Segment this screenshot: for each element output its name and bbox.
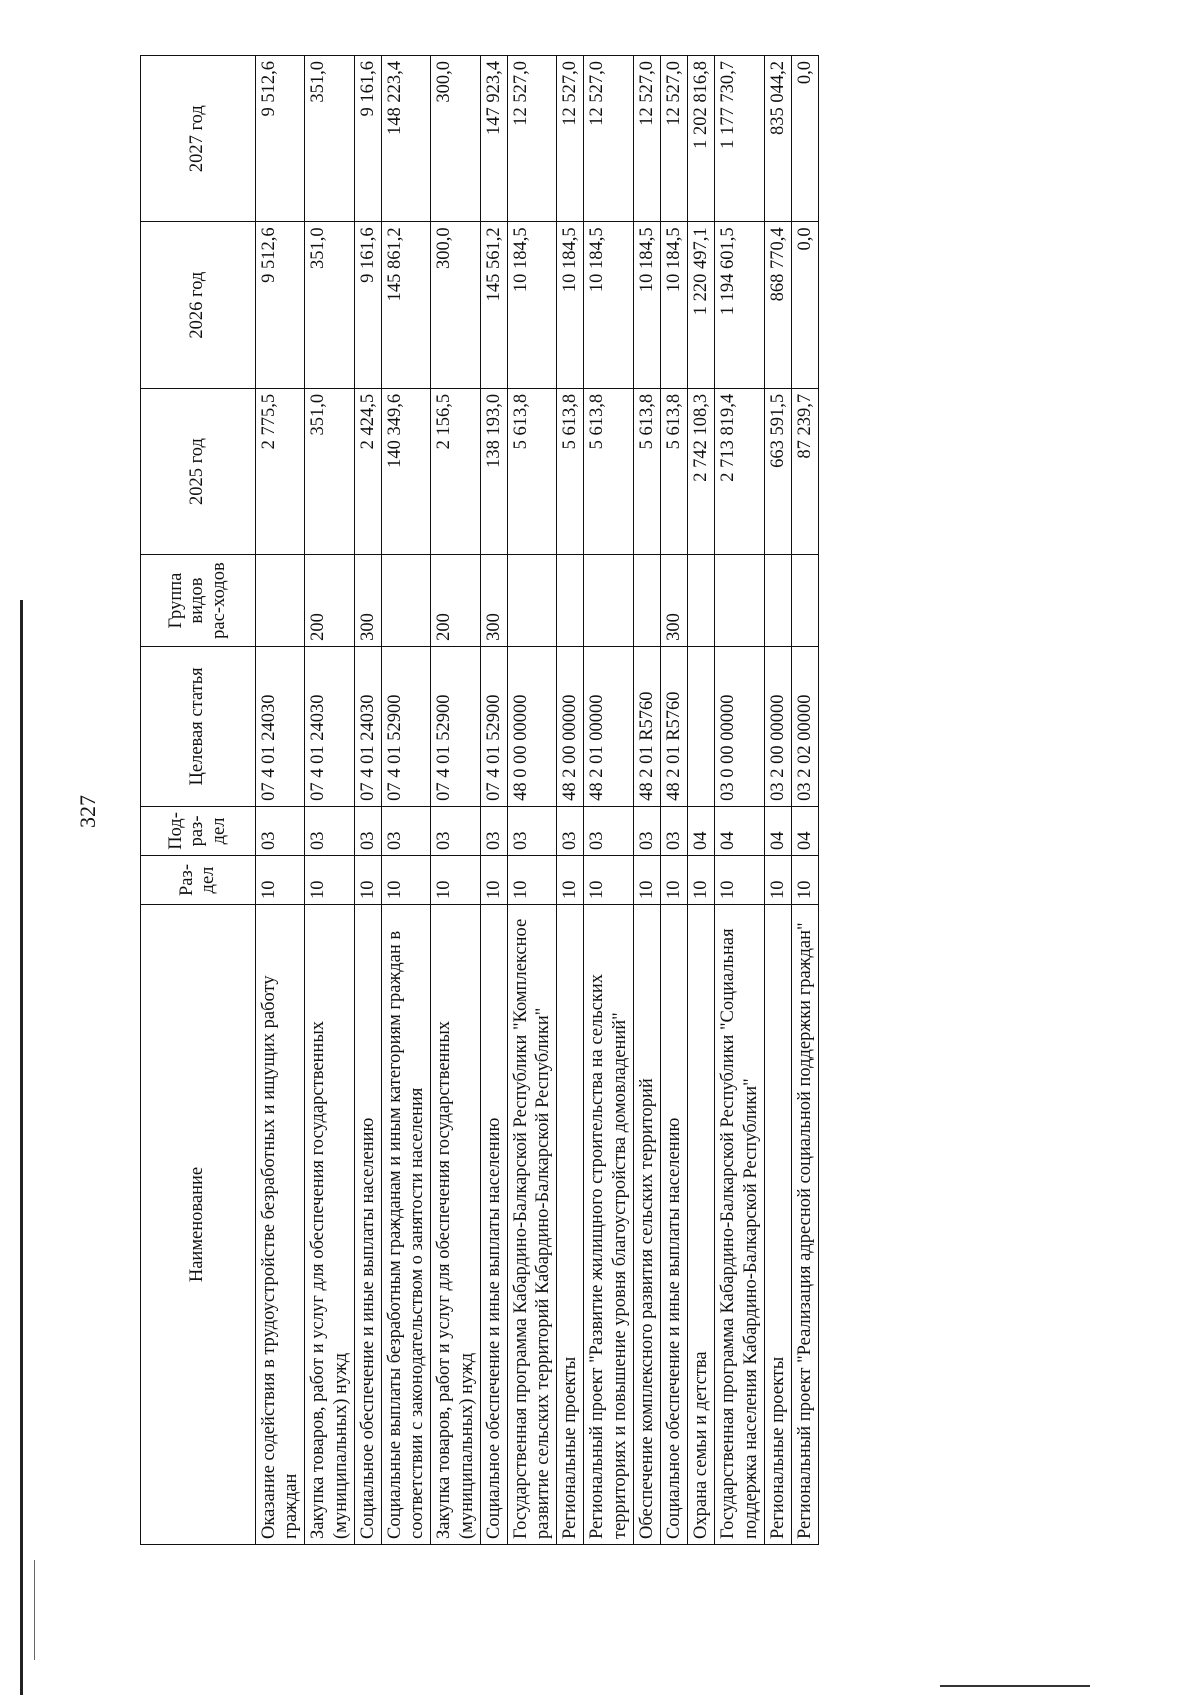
table-row bbox=[688, 56, 715, 1545]
row-razdel: 10 bbox=[584, 855, 633, 904]
row-2027: 12 527,0 bbox=[507, 56, 556, 222]
row-podrazdel: 03 bbox=[354, 806, 381, 855]
row-name: Региональные проекты bbox=[764, 905, 791, 1545]
row-target-article: 48 2 01 R5760 bbox=[661, 646, 688, 806]
table-row bbox=[791, 56, 818, 1545]
table-body bbox=[256, 56, 819, 1545]
row-razdel: 10 bbox=[431, 855, 480, 904]
row-name: Социальное обеспечение и иные выплаты населению bbox=[354, 905, 381, 1545]
row-target-article: 07 4 01 52900 bbox=[431, 646, 480, 806]
row-expense-group bbox=[715, 555, 764, 647]
row-2027: 300,0 bbox=[431, 56, 480, 222]
row-2027: 1 177 730,7 bbox=[715, 56, 764, 222]
row-2025: 2 775,5 bbox=[256, 388, 305, 554]
row-2026: 9 512,6 bbox=[256, 222, 305, 388]
row-razdel: 10 bbox=[633, 855, 660, 904]
row-razdel: 10 bbox=[507, 855, 556, 904]
row-2026: 300,0 bbox=[431, 222, 480, 388]
row-target-article: 48 2 00 00000 bbox=[557, 646, 584, 806]
scan-footer-line bbox=[940, 1685, 1090, 1687]
row-podrazdel: 04 bbox=[764, 806, 791, 855]
table-row bbox=[256, 56, 305, 1545]
table-row bbox=[480, 56, 507, 1545]
row-2026: 1 220 497,1 bbox=[688, 222, 715, 388]
row-2027: 12 527,0 bbox=[633, 56, 660, 222]
row-name: Региональные проекты bbox=[557, 905, 584, 1545]
row-razdel: 10 bbox=[688, 855, 715, 904]
row-target-article: 03 2 02 00000 bbox=[791, 646, 818, 806]
row-podrazdel: 04 bbox=[715, 806, 764, 855]
row-expense-group bbox=[584, 555, 633, 647]
row-name: Социальное обеспечение и иные выплаты населению bbox=[661, 905, 688, 1545]
row-razdel: 10 bbox=[764, 855, 791, 904]
table-row bbox=[633, 56, 660, 1545]
row-expense-group bbox=[688, 555, 715, 647]
row-2027: 147 923,4 bbox=[480, 56, 507, 222]
row-expense-group: 200 bbox=[431, 555, 480, 647]
row-target-article: 07 4 01 24030 bbox=[305, 646, 354, 806]
row-2025: 5 613,8 bbox=[661, 388, 688, 554]
scan-edge-line bbox=[34, 1560, 35, 1660]
table-row bbox=[354, 56, 381, 1545]
row-2025: 351,0 bbox=[305, 388, 354, 554]
row-2027: 148 223,4 bbox=[381, 56, 430, 222]
row-target-article: 07 4 01 52900 bbox=[381, 646, 430, 806]
row-target-article: 03 0 00 00000 bbox=[715, 646, 764, 806]
row-target-article: 48 2 01 00000 bbox=[584, 646, 633, 806]
row-2027: 835 044,2 bbox=[764, 56, 791, 222]
row-2025: 138 193,0 bbox=[480, 388, 507, 554]
row-expense-group bbox=[764, 555, 791, 647]
row-podrazdel: 03 bbox=[633, 806, 660, 855]
row-2026: 351,0 bbox=[305, 222, 354, 388]
row-2025: 5 613,8 bbox=[557, 388, 584, 554]
row-podrazdel: 03 bbox=[381, 806, 430, 855]
row-2027: 1 202 816,8 bbox=[688, 56, 715, 222]
scan-edge-line bbox=[20, 600, 23, 1695]
row-name: Социальные выплаты безработным гражданам и иным категориям граждан в соответствии с законодательством о занятости населения bbox=[381, 905, 430, 1545]
table-row bbox=[584, 56, 633, 1545]
row-2025: 2 713 819,4 bbox=[715, 388, 764, 554]
row-2025: 5 613,8 bbox=[507, 388, 556, 554]
row-expense-group: 300 bbox=[354, 555, 381, 647]
row-2027: 0,0 bbox=[791, 56, 818, 222]
row-razdel: 10 bbox=[305, 855, 354, 904]
budget-table bbox=[140, 55, 819, 1545]
row-podrazdel: 03 bbox=[256, 806, 305, 855]
row-name: Государственная программа Кабардино-Балкарской Республики "Социальная поддержка населения Кабардино-Балкарской Республики" bbox=[715, 905, 764, 1545]
row-2025: 5 613,8 bbox=[633, 388, 660, 554]
row-name: Обеспечение комплексного развития сельских территорий bbox=[633, 905, 660, 1545]
header-2025: 2025 год bbox=[141, 388, 256, 554]
row-2026: 868 770,4 bbox=[764, 222, 791, 388]
row-2025: 5 613,8 bbox=[584, 388, 633, 554]
row-razdel: 10 bbox=[661, 855, 688, 904]
row-target-article: 07 4 01 24030 bbox=[256, 646, 305, 806]
row-expense-group bbox=[507, 555, 556, 647]
row-podrazdel: 03 bbox=[507, 806, 556, 855]
row-razdel: 10 bbox=[480, 855, 507, 904]
row-expense-group: 200 bbox=[305, 555, 354, 647]
row-2027: 12 527,0 bbox=[584, 56, 633, 222]
row-2025: 87 239,7 bbox=[791, 388, 818, 554]
row-2025: 140 349,6 bbox=[381, 388, 430, 554]
row-razdel: 10 bbox=[715, 855, 764, 904]
header-name: Наименование bbox=[141, 905, 256, 1545]
row-expense-group bbox=[633, 555, 660, 647]
row-expense-group bbox=[791, 555, 818, 647]
table-row bbox=[381, 56, 430, 1545]
table-row bbox=[507, 56, 556, 1545]
header-razdel: Раз-дел bbox=[141, 855, 256, 904]
row-razdel: 10 bbox=[381, 855, 430, 904]
header-podrazdel: Под-раз-дел bbox=[141, 806, 256, 855]
table-row bbox=[305, 56, 354, 1545]
row-2026: 9 161,6 bbox=[354, 222, 381, 388]
row-2027: 12 527,0 bbox=[557, 56, 584, 222]
table-header-row bbox=[141, 56, 256, 1545]
row-name: Социальное обеспечение и иные выплаты населению bbox=[480, 905, 507, 1545]
row-name: Закупка товаров, работ и услуг для обеспечения государственных (муниципальных) нужд bbox=[305, 905, 354, 1545]
row-2025: 663 591,5 bbox=[764, 388, 791, 554]
table-row bbox=[431, 56, 480, 1545]
budget-table-sheet bbox=[140, 55, 1080, 1545]
table-row bbox=[661, 56, 688, 1545]
row-name: Региональный проект "Реализация адресной социальной поддержки граждан" bbox=[791, 905, 818, 1545]
row-expense-group: 300 bbox=[661, 555, 688, 647]
row-2025: 2 424,5 bbox=[354, 388, 381, 554]
row-podrazdel: 03 bbox=[305, 806, 354, 855]
row-2026: 10 184,5 bbox=[507, 222, 556, 388]
row-razdel: 10 bbox=[791, 855, 818, 904]
row-2026: 10 184,5 bbox=[584, 222, 633, 388]
row-2025: 2 156,5 bbox=[431, 388, 480, 554]
row-podrazdel: 04 bbox=[791, 806, 818, 855]
header-expense-group: Группа видов рас-ходов bbox=[141, 555, 256, 647]
row-2026: 145 561,2 bbox=[480, 222, 507, 388]
row-razdel: 10 bbox=[557, 855, 584, 904]
row-podrazdel: 03 bbox=[557, 806, 584, 855]
row-2025: 2 742 108,3 bbox=[688, 388, 715, 554]
row-expense-group: 300 bbox=[480, 555, 507, 647]
table-row bbox=[715, 56, 764, 1545]
row-podrazdel: 03 bbox=[431, 806, 480, 855]
row-target-article: 48 0 00 00000 bbox=[507, 646, 556, 806]
row-razdel: 10 bbox=[354, 855, 381, 904]
row-2027: 9 512,6 bbox=[256, 56, 305, 222]
row-expense-group bbox=[381, 555, 430, 647]
row-target-article: 48 2 01 R5760 bbox=[633, 646, 660, 806]
row-name: Региональный проект "Развитие жилищного строительства на сельских территориях и повышение уровня благоустройства домовладений" bbox=[584, 905, 633, 1545]
row-target-article: 03 2 00 00000 bbox=[764, 646, 791, 806]
header-2026: 2026 год bbox=[141, 222, 256, 388]
row-name: Охрана семьи и детства bbox=[688, 905, 715, 1545]
row-expense-group bbox=[557, 555, 584, 647]
row-2026: 0,0 bbox=[791, 222, 818, 388]
row-target-article: 07 4 01 52900 bbox=[480, 646, 507, 806]
row-2027: 9 161,6 bbox=[354, 56, 381, 222]
row-2026: 10 184,5 bbox=[633, 222, 660, 388]
row-name: Оказание содействия в трудоустройстве безработных и ищущих работу граждан bbox=[256, 905, 305, 1545]
row-2027: 351,0 bbox=[305, 56, 354, 222]
row-podrazdel: 04 bbox=[688, 806, 715, 855]
row-2027: 12 527,0 bbox=[661, 56, 688, 222]
row-target-article bbox=[688, 646, 715, 806]
header-2027: 2027 год bbox=[141, 56, 256, 222]
row-2026: 10 184,5 bbox=[661, 222, 688, 388]
row-name: Государственная программа Кабардино-Балкарской Республики "Комплексное развитие сельских территорий Кабардино-Балкарской Республики" bbox=[507, 905, 556, 1545]
row-2026: 10 184,5 bbox=[557, 222, 584, 388]
header-target-article: Целевая статья bbox=[141, 646, 256, 806]
row-name: Закупка товаров, работ и услуг для обеспечения государственных (муниципальных) нужд bbox=[431, 905, 480, 1545]
row-podrazdel: 03 bbox=[480, 806, 507, 855]
table-row bbox=[557, 56, 584, 1545]
row-2026: 145 861,2 bbox=[381, 222, 430, 388]
table-row bbox=[764, 56, 791, 1545]
row-podrazdel: 03 bbox=[661, 806, 688, 855]
row-target-article: 07 4 01 24030 bbox=[354, 646, 381, 806]
row-2026: 1 194 601,5 bbox=[715, 222, 764, 388]
row-expense-group bbox=[256, 555, 305, 647]
row-podrazdel: 03 bbox=[584, 806, 633, 855]
page-number: 327 bbox=[75, 795, 100, 828]
row-razdel: 10 bbox=[256, 855, 305, 904]
